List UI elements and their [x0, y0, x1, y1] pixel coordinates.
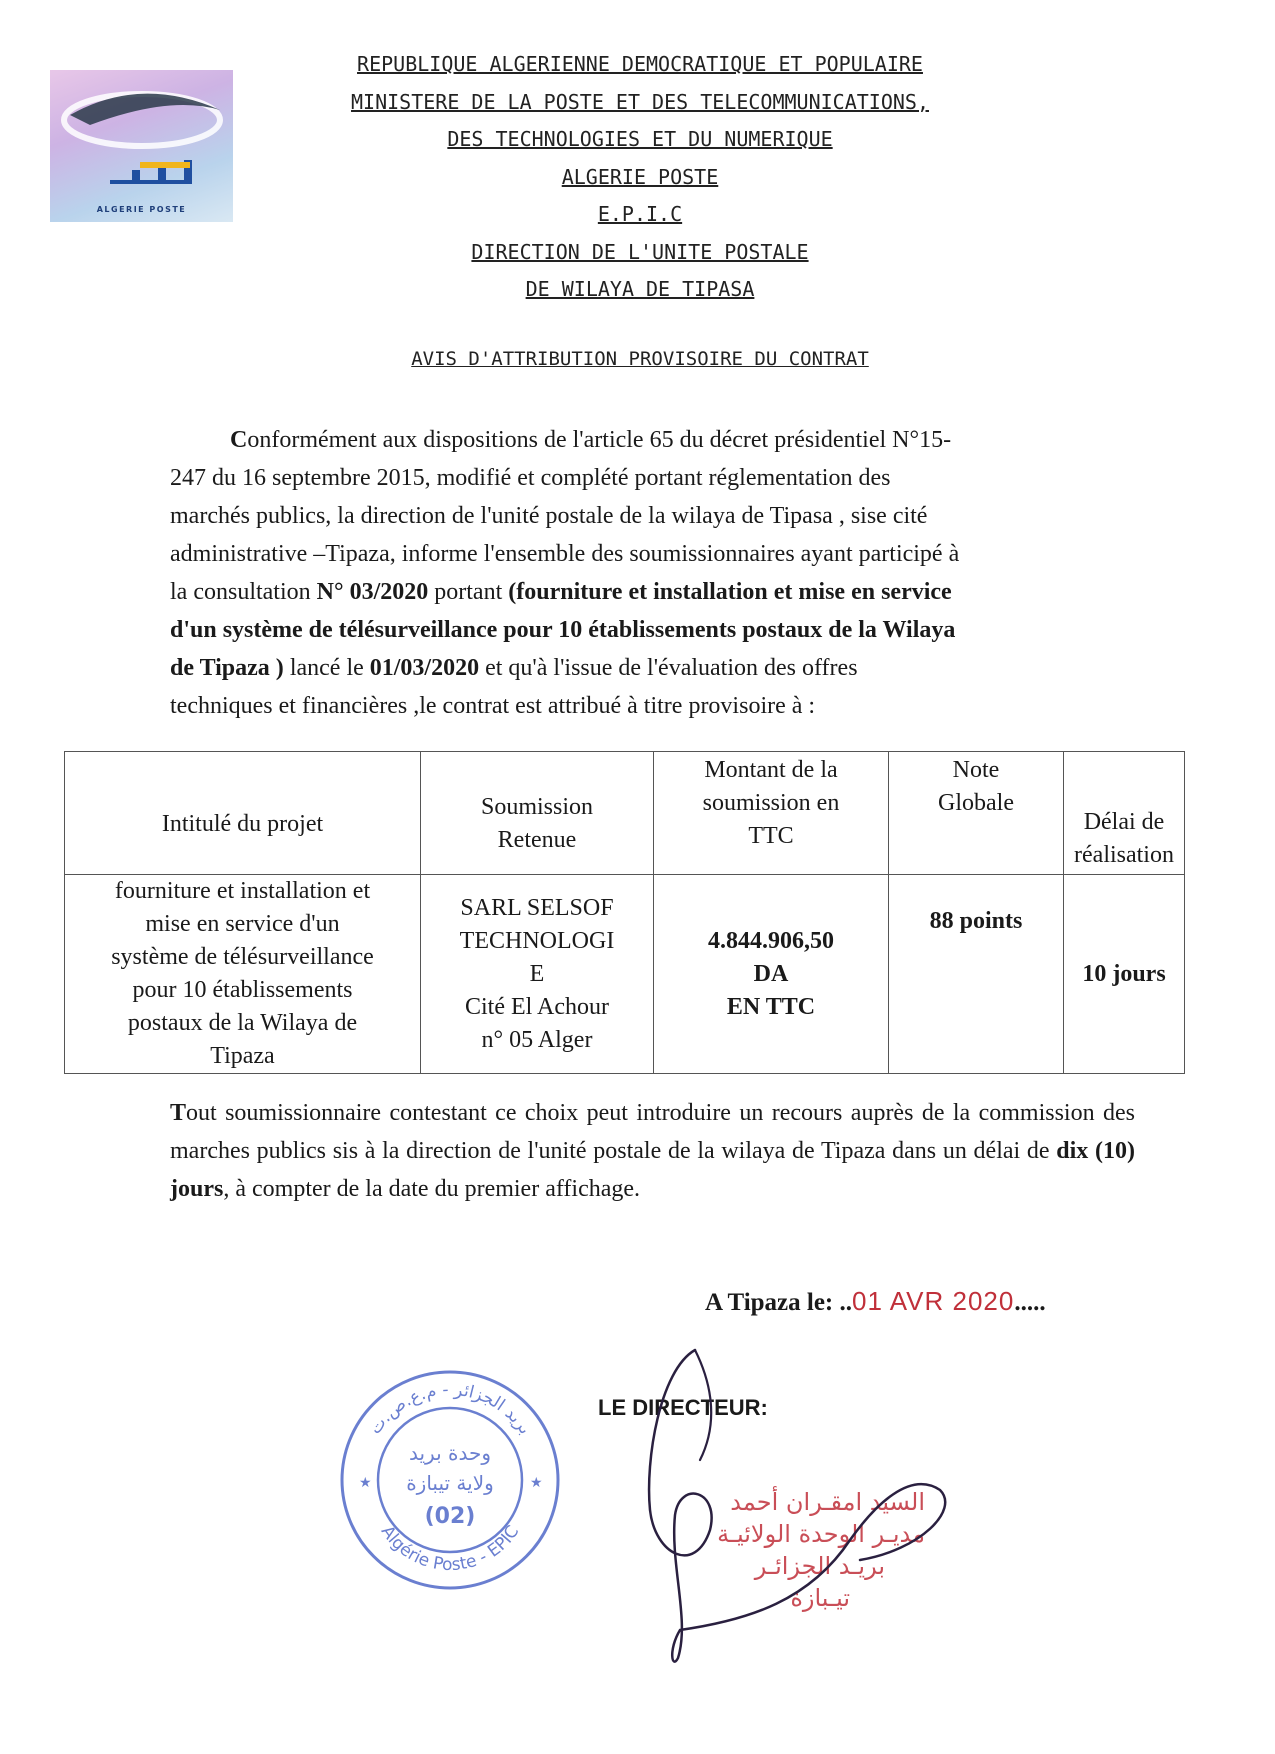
stamp-line: مديـر الوحدة الولائيـة [717, 1520, 925, 1548]
drop-letter: T [170, 1100, 187, 1126]
logo-emblem-icon [50, 70, 233, 222]
document-title: AVIS D'ATTRIBUTION PROVISOIRE DU CONTRAT [411, 348, 869, 370]
handwritten-signature [600, 1340, 980, 1670]
cell-amount: 4.844.906,50 DA EN TTC [654, 875, 889, 1074]
stamp-line: تيـبازة [790, 1584, 850, 1612]
table-row [65, 875, 1185, 1074]
cell-score: 88 points [889, 875, 1064, 1074]
seal-inner-text: ولاية تيبازة [406, 1471, 494, 1495]
text-span: la consultation [170, 579, 317, 605]
award-table [64, 751, 1185, 1074]
header-line: DIRECTION DE L'UNITE POSTALE [471, 239, 809, 264]
place-date [705, 1286, 1046, 1317]
seal-outer-bottom: Algérie Poste - EPIC [376, 1522, 524, 1576]
text-line: marchés publics, la direction de l'unité postale de la wilaya de Tipasa , sise cité [170, 503, 928, 529]
algerie-poste-logo [50, 70, 233, 222]
stamp-line: بريـد الجزائـر [754, 1552, 885, 1580]
text-line: onformément aux dispositions de l'article 65 du décret présidentiel N°15- [247, 427, 952, 453]
launch-date: 01/03/2020 [369, 655, 480, 681]
header-block [240, 46, 1040, 309]
header-line: ALGERIE POSTE [561, 164, 719, 189]
text-span: out soumissionnaire contestant ce choix peut introduire un recours auprès de la commission des marches publics sis à la direction de l'unité postale de la wilaya de Tipaza dans un délai de [170, 1100, 1135, 1164]
seal-inner-text: وحدة بريد [408, 1441, 492, 1465]
header-line: E.P.I.C [597, 202, 683, 226]
text-span: , à compter de la date du premier affichage. [223, 1176, 641, 1202]
header-line: MINISTERE DE LA POSTE ET DES TELECOMMUNICATIONS, [351, 89, 929, 114]
signatory-label: LE DIRECTEUR: [598, 1395, 768, 1420]
header-amount: Montant de la soumission en TTC [654, 752, 889, 875]
header-line: DES TECHNOLOGIES ET DU NUMERIQUE [447, 127, 833, 151]
project-title-bold: d'un système de télésurveillance pour 10 établissements postaux de la Wilaya [170, 617, 956, 643]
header-bidder: Soumission Retenue [421, 752, 654, 875]
text-line: 247 du 16 septembre 2015, modifié et complété portant réglementation des [170, 465, 891, 491]
logo-caption: ALGERIE POSTE [96, 205, 187, 214]
header-line: DE WILAYA DE TIPASA [525, 277, 755, 301]
cell-project: fourniture et installation et mise en service d'un système de télésurveillance pour 10 établissements postaux de la Wilaya de Tipaza [65, 875, 421, 1074]
text-span: portant [428, 579, 509, 605]
official-seal [335, 1365, 565, 1595]
drop-letter: C [230, 427, 248, 453]
header-score: Note Globale [889, 752, 1064, 875]
stamp-line: السيد امقـران أحمد [730, 1488, 925, 1516]
project-title-bold: (fourniture et installation et mise en service [508, 579, 952, 605]
project-title-bold: de Tipaza ) [170, 655, 284, 681]
recourse-paragraph [170, 1094, 1135, 1208]
date-stamp: 01 AVR 2020 [852, 1286, 1015, 1316]
header-delay: Délai de réalisation [1064, 752, 1185, 875]
recourse-delay: dix (10) jours [170, 1138, 1135, 1202]
place-label: A Tipaza le: [705, 1289, 840, 1316]
header-line: REPUBLIQUE ALGERIENNE DEMOCRATIQUE ET POPULAIRE [357, 52, 923, 76]
dots: .. [839, 1289, 853, 1316]
text-line: techniques et financières ,le contrat est attribué à titre provisoire à : [170, 693, 816, 719]
text-line: administrative –Tipaza, informe l'ensemble des soumissionnaires ayant participé à [170, 541, 960, 567]
dots: ..... [1014, 1289, 1046, 1316]
consultation-number: N° 03/2020 [316, 579, 429, 605]
text-span: lancé le [283, 655, 370, 681]
seal-outer-top: بريد الجزائر - م.ع.ص.ت [365, 1379, 535, 1439]
cell-bidder: SARL SELSOF TECHNOLOGI E Cité El Achour n° 05 Alger [421, 875, 654, 1074]
header-project: Intitulé du projet [65, 752, 421, 875]
table-header-row [65, 752, 1185, 875]
intro-paragraph [170, 421, 1135, 725]
seal-number: (02) [424, 1504, 476, 1529]
text-span: et qu'à l'issue de l'évaluation des offres [479, 655, 858, 681]
svg-text:★: ★ [530, 1476, 543, 1491]
svg-text:★: ★ [359, 1476, 372, 1491]
cell-delay: 10 jours [1064, 875, 1185, 1074]
